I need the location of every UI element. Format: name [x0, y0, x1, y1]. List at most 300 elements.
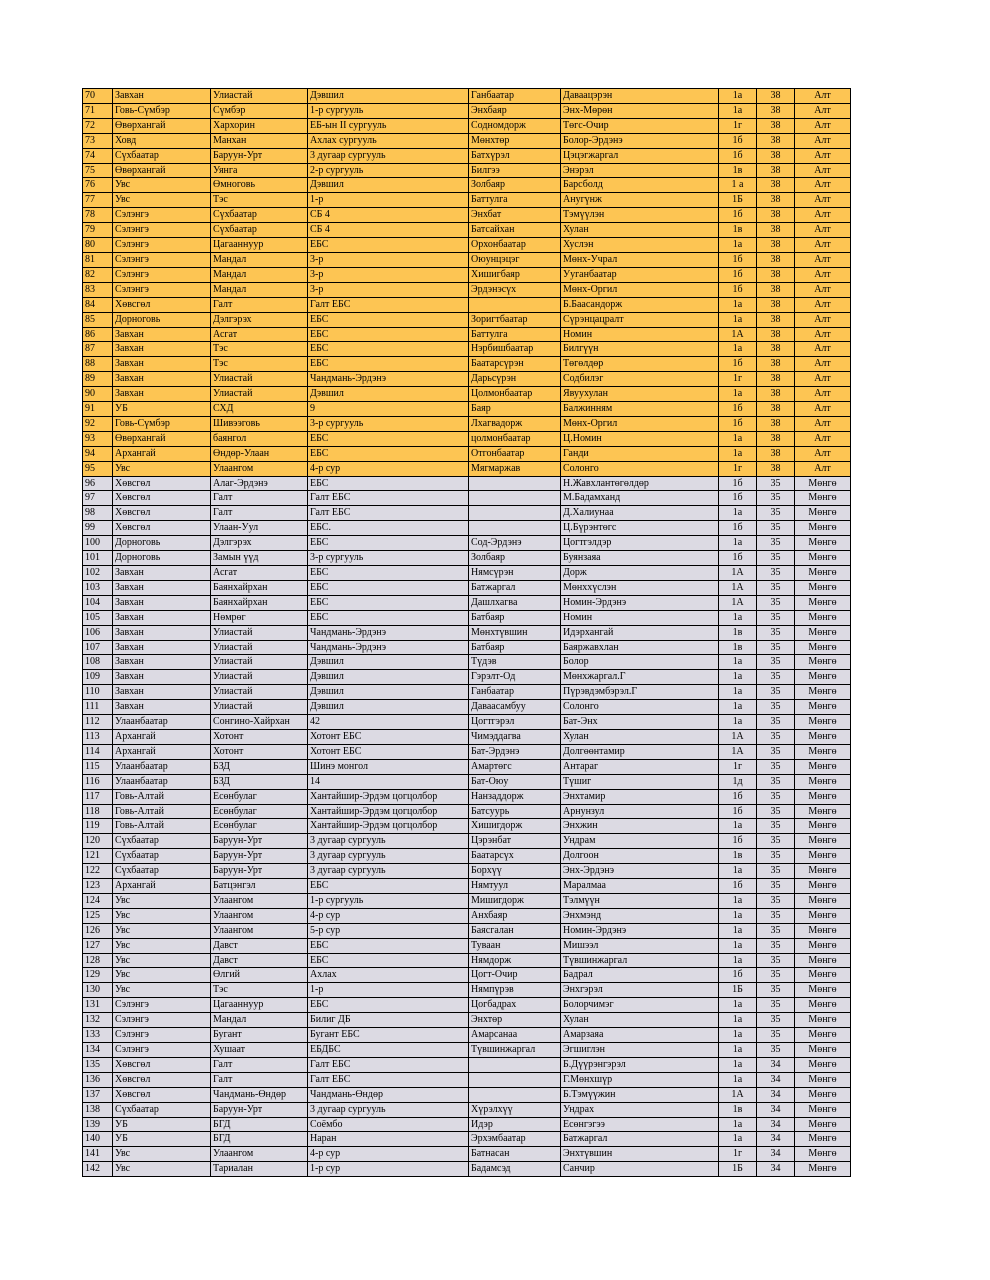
score-cell: 35 [757, 729, 795, 744]
aimag-cell: Завхан [113, 357, 211, 372]
score-cell: 38 [757, 267, 795, 282]
student-cell: Б.Баасандорж [561, 297, 719, 312]
school-cell: Дэвшил [308, 700, 469, 715]
medal-cell: Алт [795, 133, 851, 148]
medal-cell: Алт [795, 431, 851, 446]
sum-cell: Галт [211, 297, 308, 312]
teacher-cell: Содномдорж [469, 118, 561, 133]
school-cell: Галт ЕБС [308, 491, 469, 506]
school-cell: ЕБДБС [308, 1043, 469, 1058]
teacher-cell: Мишигдорж [469, 893, 561, 908]
sum-cell: Галт [211, 506, 308, 521]
sum-cell: Өлгий [211, 968, 308, 983]
score-cell: 35 [757, 908, 795, 923]
student-cell: Түшиг [561, 774, 719, 789]
aimag-cell: Завхан [113, 327, 211, 342]
student-cell: Хулан [561, 729, 719, 744]
student-cell: Энх-Эрдэнэ [561, 864, 719, 879]
row-number: 128 [83, 953, 113, 968]
table-row [83, 551, 851, 566]
table-row [83, 446, 851, 461]
score-cell: 35 [757, 938, 795, 953]
row-number: 87 [83, 342, 113, 357]
school-cell: СБ 4 [308, 223, 469, 238]
school-cell: 3 дугаар сургууль [308, 864, 469, 879]
medal-cell: Мөнгө [795, 1028, 851, 1043]
score-cell: 35 [757, 476, 795, 491]
row-number: 105 [83, 610, 113, 625]
teacher-cell: Нэрбишбаатар [469, 342, 561, 357]
medal-cell: Мөнгө [795, 715, 851, 730]
row-number: 109 [83, 670, 113, 685]
table-row [83, 297, 851, 312]
school-cell: Галт ЕБС [308, 297, 469, 312]
school-cell: Дэвшил [308, 670, 469, 685]
student-cell: Явуухулан [561, 387, 719, 402]
row-number: 84 [83, 297, 113, 312]
score-cell: 38 [757, 297, 795, 312]
row-number: 101 [83, 551, 113, 566]
sum-cell: Баянхайрхан [211, 595, 308, 610]
school-cell: 2-р сургууль [308, 163, 469, 178]
aimag-cell: Сүхбаатар [113, 1102, 211, 1117]
student-cell: Ц.Бүрэнтөгс [561, 521, 719, 536]
class-cell: 1Б [719, 983, 757, 998]
score-cell: 38 [757, 103, 795, 118]
teacher-cell: Нямдорж [469, 953, 561, 968]
medal-cell: Мөнгө [795, 1043, 851, 1058]
aimag-cell: Сүхбаатар [113, 849, 211, 864]
teacher-cell: Эрхэмбаатар [469, 1132, 561, 1147]
teacher-cell: Хүрэлхүү [469, 1102, 561, 1117]
student-cell: Солонго [561, 461, 719, 476]
school-cell: 3-р сургууль [308, 551, 469, 566]
score-cell: 38 [757, 163, 795, 178]
sum-cell: Баруун-Урт [211, 864, 308, 879]
table-row [83, 238, 851, 253]
score-cell: 38 [757, 178, 795, 193]
teacher-cell: Ганбаатар [469, 685, 561, 700]
table-row [83, 506, 851, 521]
medal-cell: Мөнгө [795, 864, 851, 879]
medal-cell: Алт [795, 387, 851, 402]
student-cell: Болор-Эрдэнэ [561, 133, 719, 148]
score-cell: 35 [757, 551, 795, 566]
score-cell: 38 [757, 431, 795, 446]
teacher-cell: Цогбадрах [469, 998, 561, 1013]
sum-cell: Улаангом [211, 893, 308, 908]
class-cell: 1б [719, 148, 757, 163]
aimag-cell: Увс [113, 953, 211, 968]
class-cell: 1А [719, 566, 757, 581]
teacher-cell: Баатарсүрэн [469, 357, 561, 372]
school-cell: Шинэ монгол [308, 759, 469, 774]
class-cell: 1а [719, 923, 757, 938]
row-number: 141 [83, 1147, 113, 1162]
aimag-cell: Говь-Алтай [113, 819, 211, 834]
class-cell: 1а [719, 908, 757, 923]
student-cell: Номин [561, 327, 719, 342]
school-cell: ЕБС [308, 580, 469, 595]
medal-cell: Мөнгө [795, 595, 851, 610]
score-cell: 35 [757, 670, 795, 685]
table-row [83, 1162, 851, 1177]
school-cell: 4-р сур [308, 1147, 469, 1162]
sum-cell: Галт [211, 491, 308, 506]
table-row [83, 864, 851, 879]
table-row [83, 1028, 851, 1043]
class-cell: 1а [719, 610, 757, 625]
teacher-cell: Хишигбаяр [469, 267, 561, 282]
score-cell: 38 [757, 118, 795, 133]
student-cell: Мөнхжаргал.Г [561, 670, 719, 685]
table-row [83, 1132, 851, 1147]
student-cell: Антараг [561, 759, 719, 774]
student-cell: Ууганбаатар [561, 267, 719, 282]
class-cell: 1Б [719, 1162, 757, 1177]
sum-cell: Баруун-Урт [211, 1102, 308, 1117]
medal-cell: Мөнгө [795, 908, 851, 923]
aimag-cell: Архангай [113, 729, 211, 744]
aimag-cell: Улаанбаатар [113, 715, 211, 730]
aimag-cell: Өвөрхангай [113, 163, 211, 178]
school-cell: 3-р [308, 267, 469, 282]
school-cell: Чандмань-Өндөр [308, 1087, 469, 1102]
sum-cell: Мандал [211, 1013, 308, 1028]
table-row [83, 178, 851, 193]
sum-cell: Тэс [211, 357, 308, 372]
class-cell: 1б [719, 551, 757, 566]
school-cell: Дэвшил [308, 655, 469, 670]
student-cell: Энхжин [561, 819, 719, 834]
row-number: 138 [83, 1102, 113, 1117]
row-number: 95 [83, 461, 113, 476]
aimag-cell: УБ [113, 1117, 211, 1132]
aimag-cell: Сэлэнгэ [113, 1043, 211, 1058]
sum-cell: БЗД [211, 759, 308, 774]
row-number: 72 [83, 118, 113, 133]
row-number: 79 [83, 223, 113, 238]
score-cell: 35 [757, 864, 795, 879]
school-cell: 1-р [308, 983, 469, 998]
sum-cell: Цагааннуур [211, 238, 308, 253]
student-cell: Есөнгэгээ [561, 1117, 719, 1132]
sum-cell: БГД [211, 1132, 308, 1147]
student-cell: Арнунзул [561, 804, 719, 819]
row-number: 134 [83, 1043, 113, 1058]
aimag-cell: Сэлэнгэ [113, 282, 211, 297]
sum-cell: Улиастай [211, 89, 308, 104]
school-cell: ЕБС [308, 938, 469, 953]
sum-cell: Хушаат [211, 1043, 308, 1058]
sum-cell: Улиастай [211, 625, 308, 640]
score-cell: 35 [757, 953, 795, 968]
teacher-cell [469, 476, 561, 491]
table-row [83, 372, 851, 387]
aimag-cell: Сэлэнгэ [113, 998, 211, 1013]
school-cell: ЕБ-ын II сургууль [308, 118, 469, 133]
row-number: 110 [83, 685, 113, 700]
aimag-cell: Увс [113, 461, 211, 476]
class-cell: 1б [719, 789, 757, 804]
student-cell: Маралмаа [561, 879, 719, 894]
teacher-cell: Хишигдорж [469, 819, 561, 834]
class-cell: 1А [719, 729, 757, 744]
row-number: 123 [83, 879, 113, 894]
teacher-cell: Лхагвадорж [469, 416, 561, 431]
medal-cell: Мөнгө [795, 998, 851, 1013]
class-cell: 1д [719, 774, 757, 789]
student-cell: Номин-Эрдэнэ [561, 595, 719, 610]
score-cell: 38 [757, 193, 795, 208]
student-cell: Идэрхангай [561, 625, 719, 640]
row-number: 133 [83, 1028, 113, 1043]
sum-cell: Давст [211, 953, 308, 968]
class-cell: 1б [719, 267, 757, 282]
teacher-cell: Билгээ [469, 163, 561, 178]
aimag-cell: Завхан [113, 700, 211, 715]
school-cell: ЕБС [308, 536, 469, 551]
row-number: 85 [83, 312, 113, 327]
sum-cell: Сүхбаатар [211, 223, 308, 238]
sum-cell: Чандмань-Өндөр [211, 1087, 308, 1102]
class-cell: 1а [719, 655, 757, 670]
table-row [83, 312, 851, 327]
row-number: 129 [83, 968, 113, 983]
score-cell: 35 [757, 715, 795, 730]
row-number: 121 [83, 849, 113, 864]
row-number: 130 [83, 983, 113, 998]
score-cell: 38 [757, 208, 795, 223]
aimag-cell: Завхан [113, 655, 211, 670]
class-cell: 1б [719, 252, 757, 267]
teacher-cell: Отгонбаатар [469, 446, 561, 461]
aimag-cell: Увс [113, 193, 211, 208]
aimag-cell: Сэлэнгэ [113, 1028, 211, 1043]
school-cell: 3 дугаар сургууль [308, 148, 469, 163]
row-number: 108 [83, 655, 113, 670]
student-cell: Энэрэл [561, 163, 719, 178]
sum-cell: БЗД [211, 774, 308, 789]
table-row [83, 700, 851, 715]
table-row [83, 685, 851, 700]
sum-cell: Мандал [211, 267, 308, 282]
score-cell: 38 [757, 372, 795, 387]
medal-cell: Мөнгө [795, 506, 851, 521]
table-row [83, 1043, 851, 1058]
score-cell: 35 [757, 640, 795, 655]
student-cell: Цогтгэлдэр [561, 536, 719, 551]
student-cell: Хулан [561, 1013, 719, 1028]
row-number: 120 [83, 834, 113, 849]
class-cell: 1а [719, 670, 757, 685]
table-row [83, 1147, 851, 1162]
student-cell: Энх-Мөрөн [561, 103, 719, 118]
score-cell: 35 [757, 879, 795, 894]
score-cell: 35 [757, 968, 795, 983]
sum-cell: Баянхайрхан [211, 580, 308, 595]
sum-cell: Алаг-Эрдэнэ [211, 476, 308, 491]
teacher-cell: Цэрэнбат [469, 834, 561, 849]
score-cell: 38 [757, 252, 795, 267]
row-number: 131 [83, 998, 113, 1013]
aimag-cell: Завхан [113, 342, 211, 357]
school-cell: 3-р [308, 282, 469, 297]
teacher-cell: Батжаргал [469, 580, 561, 595]
aimag-cell: Увс [113, 983, 211, 998]
sum-cell: Мандал [211, 282, 308, 297]
score-cell: 38 [757, 282, 795, 297]
score-cell: 34 [757, 1162, 795, 1177]
aimag-cell: Увс [113, 178, 211, 193]
school-cell: Дэвшил [308, 178, 469, 193]
class-cell: 1а [719, 938, 757, 953]
teacher-cell: Дашлхагва [469, 595, 561, 610]
sum-cell: Сүмбэр [211, 103, 308, 118]
table-row [83, 819, 851, 834]
score-cell: 35 [757, 506, 795, 521]
row-number: 140 [83, 1132, 113, 1147]
score-cell: 35 [757, 849, 795, 864]
teacher-cell: Түвшинжаргал [469, 1043, 561, 1058]
medal-cell: Мөнгө [795, 521, 851, 536]
class-cell: 1а [719, 238, 757, 253]
teacher-cell: Сод-Эрдэнэ [469, 536, 561, 551]
medal-cell: Мөнгө [795, 1102, 851, 1117]
table-row [83, 282, 851, 297]
teacher-cell: Батсайхан [469, 223, 561, 238]
student-cell: Болорчимэг [561, 998, 719, 1013]
school-cell: Ахлах сургууль [308, 133, 469, 148]
sum-cell: Улиастай [211, 372, 308, 387]
table-row [83, 89, 851, 104]
student-cell: Барсболд [561, 178, 719, 193]
medal-cell: Мөнгө [795, 700, 851, 715]
medal-cell: Мөнгө [795, 1147, 851, 1162]
school-cell: Хотонт ЕБС [308, 729, 469, 744]
student-cell: Мөнххүслэн [561, 580, 719, 595]
school-cell: Дэвшил [308, 89, 469, 104]
teacher-cell [469, 506, 561, 521]
teacher-cell: Ганбаатар [469, 89, 561, 104]
teacher-cell: Дарьсүрэн [469, 372, 561, 387]
student-cell: Г.Мөнхшүр [561, 1072, 719, 1087]
teacher-cell: Энхбаяр [469, 103, 561, 118]
row-number: 107 [83, 640, 113, 655]
score-cell: 35 [757, 521, 795, 536]
teacher-cell: Мөнхтөр [469, 133, 561, 148]
aimag-cell: Завхан [113, 372, 211, 387]
school-cell: ЕБС [308, 238, 469, 253]
sum-cell: баянгол [211, 431, 308, 446]
teacher-cell: Нямпүрэв [469, 983, 561, 998]
teacher-cell: Батнасан [469, 1147, 561, 1162]
row-number: 81 [83, 252, 113, 267]
score-cell: 34 [757, 1072, 795, 1087]
teacher-cell: Зоригтбаатар [469, 312, 561, 327]
class-cell: 1а [719, 387, 757, 402]
class-cell: 1в [719, 625, 757, 640]
table-row [83, 357, 851, 372]
medal-cell: Мөнгө [795, 849, 851, 864]
medal-cell: Мөнгө [795, 655, 851, 670]
school-cell: 4-р сур [308, 461, 469, 476]
student-cell: Түвшинжаргал [561, 953, 719, 968]
student-cell: Тэмүүлэн [561, 208, 719, 223]
class-cell: 1б [719, 521, 757, 536]
aimag-cell: Увс [113, 938, 211, 953]
class-cell: 1а [719, 864, 757, 879]
student-cell: Балжинням [561, 402, 719, 417]
row-number: 80 [83, 238, 113, 253]
aimag-cell: Дорноговь [113, 312, 211, 327]
teacher-cell: Борхүү [469, 864, 561, 879]
row-number: 71 [83, 103, 113, 118]
table-row [83, 804, 851, 819]
school-cell: ЕБС [308, 595, 469, 610]
school-cell: Хотонт ЕБС [308, 744, 469, 759]
sum-cell: Асгат [211, 327, 308, 342]
row-number: 97 [83, 491, 113, 506]
aimag-cell: Архангай [113, 879, 211, 894]
student-cell: Батжаргал [561, 1132, 719, 1147]
sum-cell: Дэлгэрэх [211, 312, 308, 327]
row-number: 100 [83, 536, 113, 551]
teacher-cell: Баяр [469, 402, 561, 417]
student-cell: Ганди [561, 446, 719, 461]
class-cell: 1б [719, 208, 757, 223]
teacher-cell: Мөнхтүвшин [469, 625, 561, 640]
aimag-cell: Архангай [113, 744, 211, 759]
class-cell: 1а [719, 1057, 757, 1072]
class-cell: 1б [719, 402, 757, 417]
class-cell: 1а [719, 1043, 757, 1058]
table-row [83, 223, 851, 238]
sum-cell: Улаангом [211, 923, 308, 938]
row-number: 70 [83, 89, 113, 104]
table-row [83, 267, 851, 282]
score-cell: 35 [757, 536, 795, 551]
row-number: 126 [83, 923, 113, 938]
student-cell: Ундрах [561, 1102, 719, 1117]
class-cell: 1б [719, 804, 757, 819]
aimag-cell: Завхан [113, 670, 211, 685]
teacher-cell: Баясгалан [469, 923, 561, 938]
school-cell: Наран [308, 1132, 469, 1147]
table-row [83, 893, 851, 908]
table-row [83, 566, 851, 581]
row-number: 82 [83, 267, 113, 282]
student-cell: Б.Тэмүүжин [561, 1087, 719, 1102]
student-cell: Ундрам [561, 834, 719, 849]
score-cell: 38 [757, 148, 795, 163]
row-number: 89 [83, 372, 113, 387]
row-number: 125 [83, 908, 113, 923]
school-cell: ЕБС [308, 342, 469, 357]
class-cell: 1А [719, 1087, 757, 1102]
row-number: 117 [83, 789, 113, 804]
class-cell: 1а [719, 103, 757, 118]
sum-cell: Хотонт [211, 729, 308, 744]
teacher-cell: Энхтөр [469, 1013, 561, 1028]
class-cell: 1а [719, 1013, 757, 1028]
medal-cell: Алт [795, 163, 851, 178]
student-cell: Билгүүн [561, 342, 719, 357]
sum-cell: Батцэнгэл [211, 879, 308, 894]
medal-cell: Мөнгө [795, 1087, 851, 1102]
class-cell: 1б [719, 416, 757, 431]
school-cell: Чандмань-Эрдэнэ [308, 625, 469, 640]
